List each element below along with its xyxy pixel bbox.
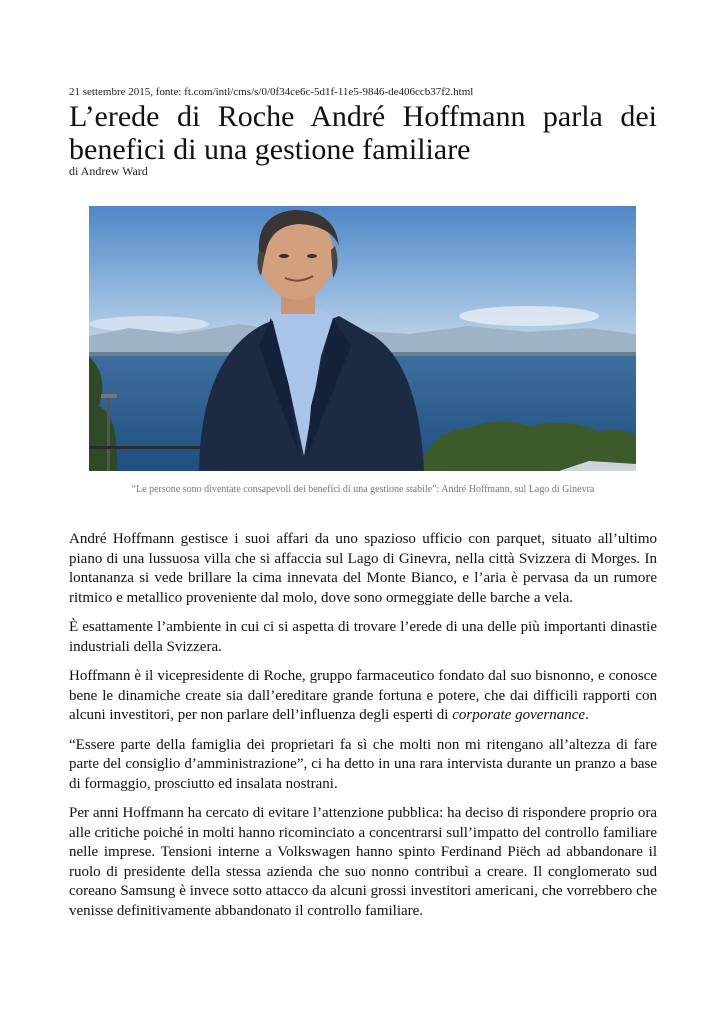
- paragraph: È esattamente l’ambiente in cui ci si aspetta di trovare l’erede di una delle più importanti dinastie industriali della Svizzera.: [69, 619, 657, 655]
- article-title: L’erede di Roche André Hoffmann parla dei benefici di una gestione familiare: [69, 100, 657, 166]
- paragraph-text: Hoffmann è il vicepresidente di Roche, gruppo farmaceutico fondato dal suo bisnonno, e conosce bene le dinamiche create sia dall’ereditare grande fortuna e potere, che dai difficili rapporti con alcuni investitori, per non parlare dell’influenza degli esperti di: [69, 668, 657, 723]
- paragraph-text: .: [585, 707, 589, 723]
- paragraph: Per anni Hoffmann ha cercato di evitare l’attenzione pubblica: ha deciso di rispondere proprio ora alle critiche poiché in molti hanno ricominciato a concentrarsi sull’impatto del controllo familiare nelle imprese. Tensioni interne a Volkswagen hanno spinto Ferdinand Piëch ad abbandonare il ruolo di presidente della stessa azienda che suo nonno contribuì a creare. Il conglomerato sud coreano Samsung è invece sotto attacco da alcuni grossi investitori americani, che vorrebbero che venisse definitivamente abbandonato il controllo familiare.: [69, 805, 657, 919]
- source-line: 21 settembre 2015, fonte: ft.com/intl/cms/s/0/0f34ce6c-5d1f-11e5-9846-de406ccb37f2.html: [69, 86, 474, 98]
- byline: di Andrew Ward: [69, 164, 148, 178]
- paragraph: André Hoffmann gestisce i suoi affari da uno spazioso ufficio con parquet, situato all’ultimo piano di una lussuosa villa che si affaccia sul Lago di Ginevra, nella città Svizzera di Morges. In lontananza si vede brillare la cima innevata del Monte Bianco, e l’aria è pervasa da un rumore ritmico e metallico proveniente dal molo, dove sono ormeggiate delle barche a vela.: [69, 531, 657, 606]
- article-body: [69, 530, 657, 931]
- portrait-lake-photo: [89, 206, 636, 471]
- paragraph: [69, 667, 657, 726]
- italic-term: corporate governance: [452, 707, 586, 723]
- photo-caption: “Le persone sono diventate consapevoli dei benefici di una gestione stabile”: André Hoffmann, sul Lago di Ginevra: [131, 484, 595, 495]
- paragraph: “Essere parte della famiglia dei proprietari fa sì che molti non mi ritengano all’altezza di fare parte del consiglio d’amministrazione”, ci ha detto in una rara intervista durante un pranzo a base di formaggio, prosciutto ed insalata nostrani.: [69, 736, 657, 792]
